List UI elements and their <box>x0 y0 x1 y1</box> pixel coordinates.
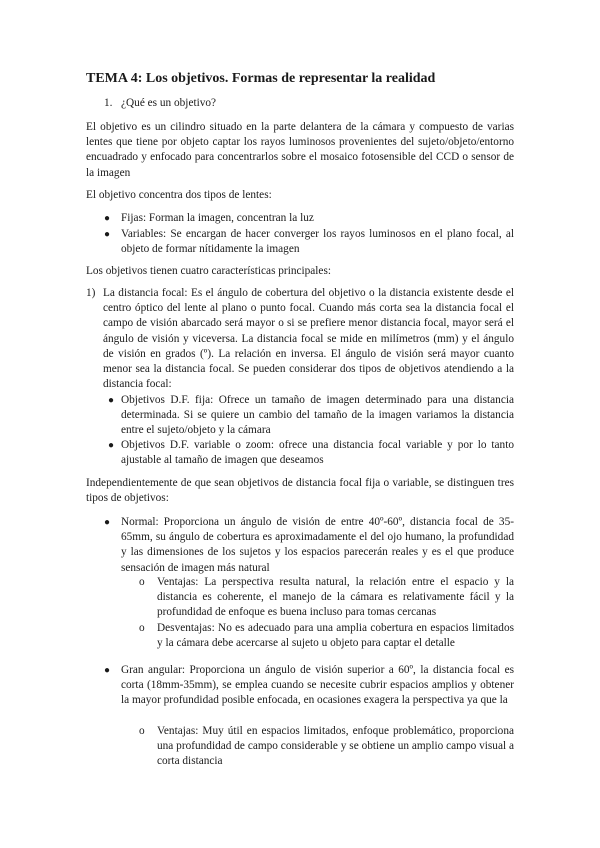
bullet-icon: ● <box>108 440 115 451</box>
sub-bullet-marker: o <box>139 576 145 588</box>
characteristics-intro: Los objetivos tienen cuatro características principales: <box>86 265 331 277</box>
wide-angle-advantages: Ventajas: Muy útil en espacios limitados, enfoque problemático, proporciona una profundidad de campo considerable y se obtiene un amplio campo visual a corta distancia <box>157 725 514 768</box>
focal-type-item: Objetivos D.F. fija: Ofrece un tamaño de imagen determinado para una distancia determinada. Si se quiere un cambio del tamaño de la imagen variamos la distancia entre el sujeto/objeto y la cámara <box>121 394 514 437</box>
wide-angle-item: Gran angular: Proporciona un ángulo de visión superior a 60º, la distancia focal es corta (18mm-35mm), se emplea cuando se necesite cubrir espacios amplios y obtener la mayor profundidad posible enfocada, en ocasiones exagera la perspectiva ya que la <box>121 664 514 707</box>
bullet-icon: ● <box>104 213 111 224</box>
normal-lens-item: Normal: Proporciona un ángulo de visión de entre 40º-60º, distancia focal de 35-65mm, su ángulo de cobertura es aproximadamente el del ojo humano, la profundidad y las dimensiones de los sujetos y los espacios parecerán reales y es el que produce sensación de imagen más natural <box>121 516 514 574</box>
list-number: 1) <box>86 287 96 299</box>
lenses-intro: El objetivo concentra dos tipos de lentes: <box>86 189 272 201</box>
independent-paragraph: Independientemente de que sean objetivos de distancia focal fija o variable, se distinguen tres tipos de objetivos: <box>86 477 514 505</box>
page-title: TEMA 4: Los objetivos. Formas de representar la realidad <box>86 71 436 86</box>
bullet-icon: ● <box>104 665 111 676</box>
lens-item: Fijas: Forman la imagen, concentran la luz <box>121 212 314 224</box>
bullet-icon: ● <box>104 517 111 528</box>
lens-item: Variables: Se encargan de hacer converger los rayos luminosos en el plano focal, al objeto de formar nítidamente la imagen <box>121 228 514 256</box>
section-heading: ¿Qué es un objetivo? <box>121 97 217 109</box>
sub-bullet-marker: o <box>139 622 145 634</box>
section-number: 1. <box>104 97 113 109</box>
normal-disadvantages: Desventajas: No es adecuado para una amplia cobertura en espacios limitados y la cámara debe acercarse al sujeto u objeto para captar el detalle <box>157 622 514 650</box>
bullet-icon: ● <box>104 229 111 240</box>
bullet-icon: ● <box>108 395 115 406</box>
normal-advantages: Ventajas: La perspectiva resulta natural, la relación entre el espacio y la distancia es coherente, el manejo de la cámara es relativamente fácil y la profundidad de enfoque es buena incluso para tomas cercanas <box>157 576 514 619</box>
focal-distance-paragraph: La distancia focal: Es el ángulo de cobertura del objetivo o la distancia existente desde el centro óptico del lente al plano o punto focal. Cuando más corta sea la distancia focal el campo de visión abarcado será mayor o si se prefiere menor distancia focal, mayor será el ángulo de visión y viceversa. La distancia focal se mide en milímetros (mm) y el ángulo de visión en grados (º). La relación en inversa. El ángulo de visión será mayor cuanto menor sea la distancia focal. Se pueden considerar dos tipos de objetivos atendiendo a la distancia focal: <box>103 287 514 391</box>
focal-type-item: Objetivos D.F. variable o zoom: ofrece una distancia focal variable y por lo tanto ajustable al tamaño de imagen que deseamos <box>121 439 514 467</box>
sub-bullet-marker: o <box>139 725 145 737</box>
intro-paragraph: El objetivo es un cilindro situado en la parte delantera de la cámara y compuesto de varias lentes que tiene por objeto captar los rayos luminosos provenientes del sujeto/objeto/entorno encuadrado y enfocado para concentrarlos sobre el mosaico fotosensible del CCD o sensor de la imagen <box>86 121 514 179</box>
